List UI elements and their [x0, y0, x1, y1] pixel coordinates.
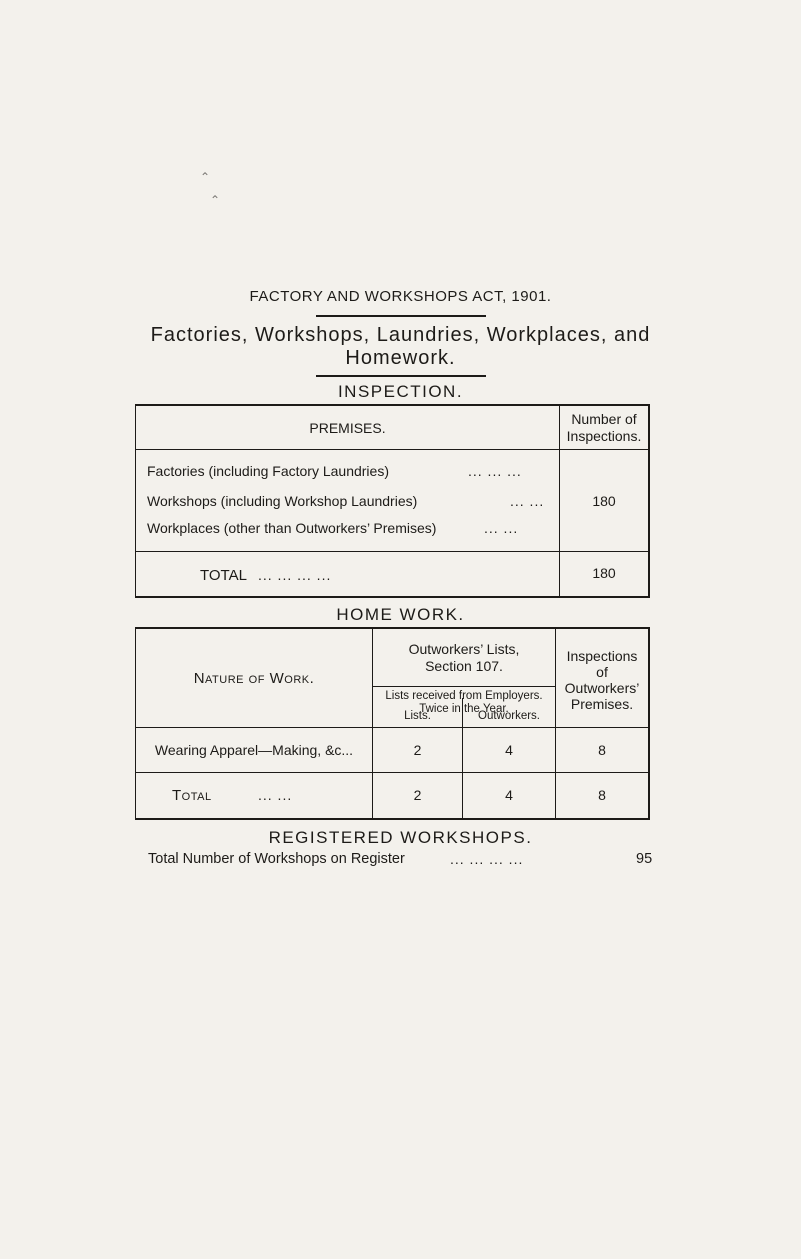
registered-value: 95	[636, 851, 653, 867]
margin-mark: ⌃	[210, 193, 221, 207]
header-line: Inspections	[566, 648, 638, 664]
dot-leader: ... ...	[484, 520, 519, 536]
total-inspections-cell: 8	[598, 786, 606, 803]
nature-cell: Wearing Apparel—Making, &c...	[154, 742, 354, 758]
outworkers-lists-header	[373, 632, 555, 684]
header-line: Section 107.	[425, 658, 503, 674]
home-work-heading: HOME WORK.	[336, 605, 465, 624]
total-outworkers-cell: 4	[505, 786, 513, 803]
main-title	[0, 324, 801, 370]
number-of-inspections-header	[560, 406, 648, 449]
dot-leader: ... ...	[258, 787, 293, 803]
total-value: 180	[592, 565, 616, 581]
registered-workshops-heading: REGISTERED WORKSHOPS.	[268, 828, 533, 847]
total-label: TOTAL	[200, 567, 247, 584]
header-line: of	[596, 664, 608, 680]
nature-of-work-header: Nature of Work.	[193, 669, 315, 687]
inspections-outworkers-header	[556, 636, 648, 724]
outworkers-cell: 4	[505, 742, 513, 758]
inspections-value: 180	[592, 492, 616, 509]
dot-leader: ... ... ...	[468, 463, 522, 479]
dot-leader: ... ... ... ...	[258, 567, 332, 583]
lists-subheader: Lists.	[404, 710, 431, 722]
header-line: Inspections.	[566, 427, 642, 444]
inspection-heading: INSPECTION.	[337, 382, 464, 401]
premises-row	[147, 493, 417, 509]
header-line: Outworkers’ Lists,	[408, 641, 520, 657]
total-lists-cell: 2	[413, 786, 422, 803]
header-line: Lists received from Employers.	[385, 690, 543, 702]
title-rule	[316, 375, 486, 377]
dot-leader: ... ...	[510, 493, 545, 509]
main-title-line1: Factories, Workshops, Laundries, Workplaces, and	[150, 324, 651, 346]
row-divider	[372, 686, 555, 687]
premises-label: Factories (including Factory Laundries)	[147, 463, 389, 479]
header-line: Twice in the Year.	[419, 703, 509, 715]
title-rule	[316, 315, 486, 317]
margin-mark: ⌃	[200, 170, 211, 184]
act-title: FACTORY AND WORKSHOPS ACT, 1901.	[249, 288, 552, 305]
header-line: Premises.	[570, 696, 634, 712]
inspections-cell: 8	[598, 742, 606, 758]
main-title-line2: Homework.	[345, 347, 456, 369]
header-line: Outworkers’	[564, 680, 640, 696]
header-line: Number of	[571, 410, 637, 427]
premises-label: Workshops (including Workshop Laundries)	[147, 493, 418, 509]
total-label: Total	[172, 787, 212, 804]
premises-header: PREMISES.	[309, 419, 386, 436]
premises-row	[147, 520, 436, 536]
premises-label: Workplaces (other than Outworkers’ Premises)	[147, 520, 437, 536]
premises-row	[147, 463, 389, 479]
registered-label: Total Number of Workshops on Register	[148, 851, 405, 867]
dot-leader: ... ... ... ...	[450, 851, 524, 867]
outworkers-subheader: Outworkers.	[478, 710, 540, 722]
lists-cell: 2	[413, 742, 422, 758]
